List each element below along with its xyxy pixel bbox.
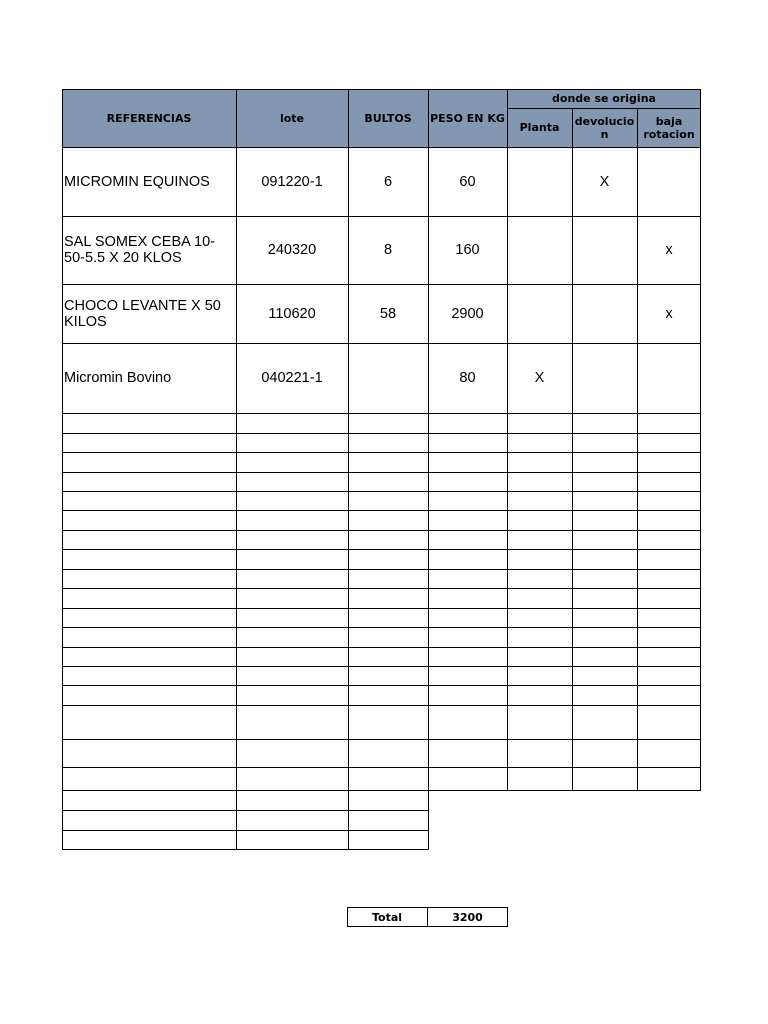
header-referencias: REFERENCIAS <box>106 111 192 125</box>
row3-baja-rotacion: x <box>665 305 673 322</box>
row4-bultos <box>348 343 428 413</box>
total-box <box>347 907 508 927</box>
row3-planta <box>507 284 572 343</box>
row1-referencia: MICROMIN EQUINOS <box>64 173 210 190</box>
row2-peso: 160 <box>455 242 480 258</box>
row3-peso: 2900 <box>451 305 484 322</box>
row4-peso: 80 <box>459 370 476 386</box>
row1-baja-rotacion <box>637 147 701 216</box>
row2-devolucion <box>572 216 637 284</box>
row1-bultos: 6 <box>383 173 393 190</box>
row2-bultos: 8 <box>383 242 393 258</box>
row2-planta <box>507 216 572 284</box>
row4-devolucion <box>572 343 637 413</box>
row2-lote: 240320 <box>267 242 317 258</box>
header-lote: lote <box>279 111 305 125</box>
header-planta: Planta <box>519 121 560 134</box>
row3-bultos: 58 <box>379 305 397 322</box>
row3-referencia: CHOCO LEVANTE X 50 KILOS <box>64 297 221 330</box>
row4-lote: 040221-1 <box>261 370 323 386</box>
row1-planta <box>507 147 572 216</box>
header-baja-rotacion: baja rotacion <box>643 114 695 141</box>
row1-peso: 60 <box>459 173 476 190</box>
row1-lote: 091220-1 <box>261 173 323 190</box>
header-donde-se-origina: donde se origina <box>552 92 656 105</box>
row4-baja-rotacion <box>637 343 701 413</box>
row3-devolucion <box>572 284 637 343</box>
total-label: Total <box>371 910 403 924</box>
total-value: 3200 <box>452 910 483 924</box>
row3-lote: 110620 <box>268 305 316 322</box>
row2-baja-rotacion: x <box>665 242 673 258</box>
row4-planta: X <box>534 370 545 386</box>
header-peso: PESO EN KG <box>430 111 505 125</box>
row2-referencia: SAL SOMEX CEBA 10- 50-5.5 X 20 KLOS <box>64 234 215 266</box>
header-devolucion: devolucio n <box>574 114 635 141</box>
row1-devolucion: X <box>599 173 610 190</box>
header-bultos: BULTOS <box>364 111 412 125</box>
row4-referencia: Micromin Bovino <box>64 370 172 386</box>
inventory-table <box>62 89 701 850</box>
